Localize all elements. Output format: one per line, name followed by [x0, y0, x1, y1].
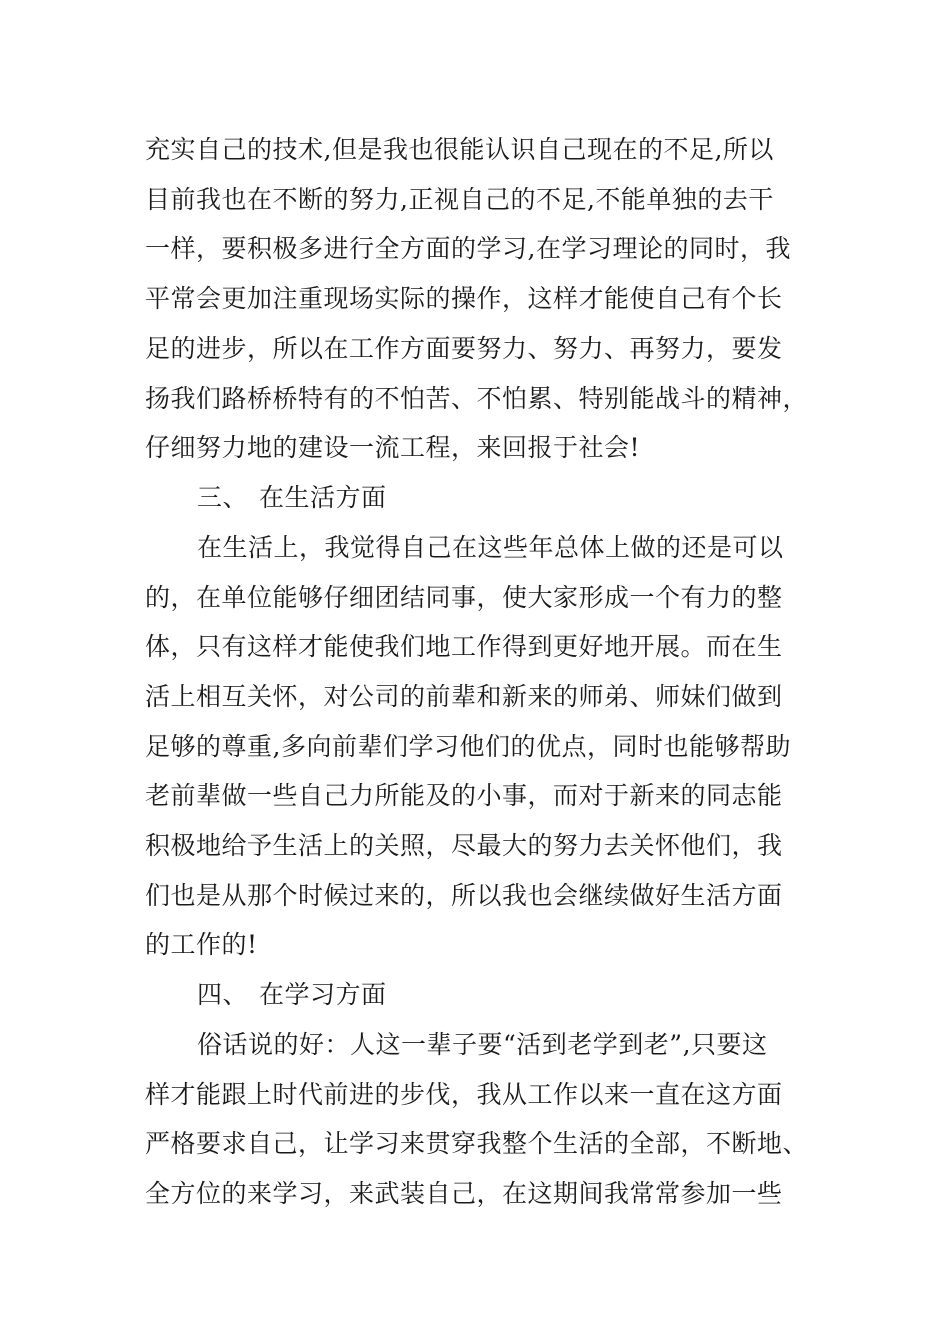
text-line: 全方位的来学习，来武装自己，在这期间我常常参加一些: [145, 1179, 783, 1208]
section-heading-4: [197, 979, 387, 1011]
text-line: 足够的尊重,多向前辈们学习他们的优点，同时也能够帮助: [145, 732, 791, 761]
section-title: 在生活方面: [259, 483, 387, 512]
text-line: 积极地给予生活上的关照，尽最大的努力去关怀他们，我: [145, 831, 783, 860]
text-line: 的工作的!: [145, 930, 258, 959]
text-line: 扬我们路桥桥特有的不怕苦、不怕累、特别能战斗的精神，: [145, 384, 809, 413]
section-number: 三、: [197, 483, 249, 512]
text-line: 目前我也在不断的努力,正视自己的不足,不能单独的去干: [145, 185, 774, 214]
text-line: 们也是从那个时候过来的，所以我也会继续做好生活方面: [145, 881, 783, 910]
section-heading-3: [197, 482, 387, 514]
text-line: 充实自己的技术,但是我也很能认识自己现在的不足,所以: [145, 135, 774, 164]
text-line: 的，在单位能够仔细团结同事，使大家形成一个有力的整: [145, 583, 783, 612]
text-line: 样才能跟上时代前进的步伐，我从工作以来一直在这方面: [145, 1080, 783, 1109]
text-line: 仔细努力地的建设一流工程，来回报于社会!: [145, 433, 641, 462]
text-line: 老前辈做一些自己力所能及的小事，而对于新来的同志能: [145, 781, 783, 810]
text-line: 平常会更加注重现场实际的操作，这样才能使自己有个长: [145, 284, 783, 313]
text-line: 活上相互关怀，对公司的前辈和新来的师弟、师妹们做到: [145, 682, 783, 711]
text-line: 足的进步，所以在工作方面要努力、努力、再努力，要发: [145, 334, 783, 363]
text-line: 一样，要积极多进行全方面的学习,在学习理论的同时，我: [145, 234, 791, 263]
text-line: 体，只有这样才能使我们地工作得到更好地开展。而在生: [145, 632, 783, 661]
text-line: 严格要求自己，让学习来贯穿我整个生活的全部，不断地、: [145, 1129, 809, 1158]
section-number: 四、: [197, 980, 249, 1009]
text-line: 在生活上，我觉得自己在这些年总体上做的还是可以: [197, 533, 784, 562]
section-title: 在学习方面: [259, 980, 387, 1009]
text-line: 俗话说的好：人这一辈子要“活到老学到老”,只要这: [197, 1030, 768, 1059]
